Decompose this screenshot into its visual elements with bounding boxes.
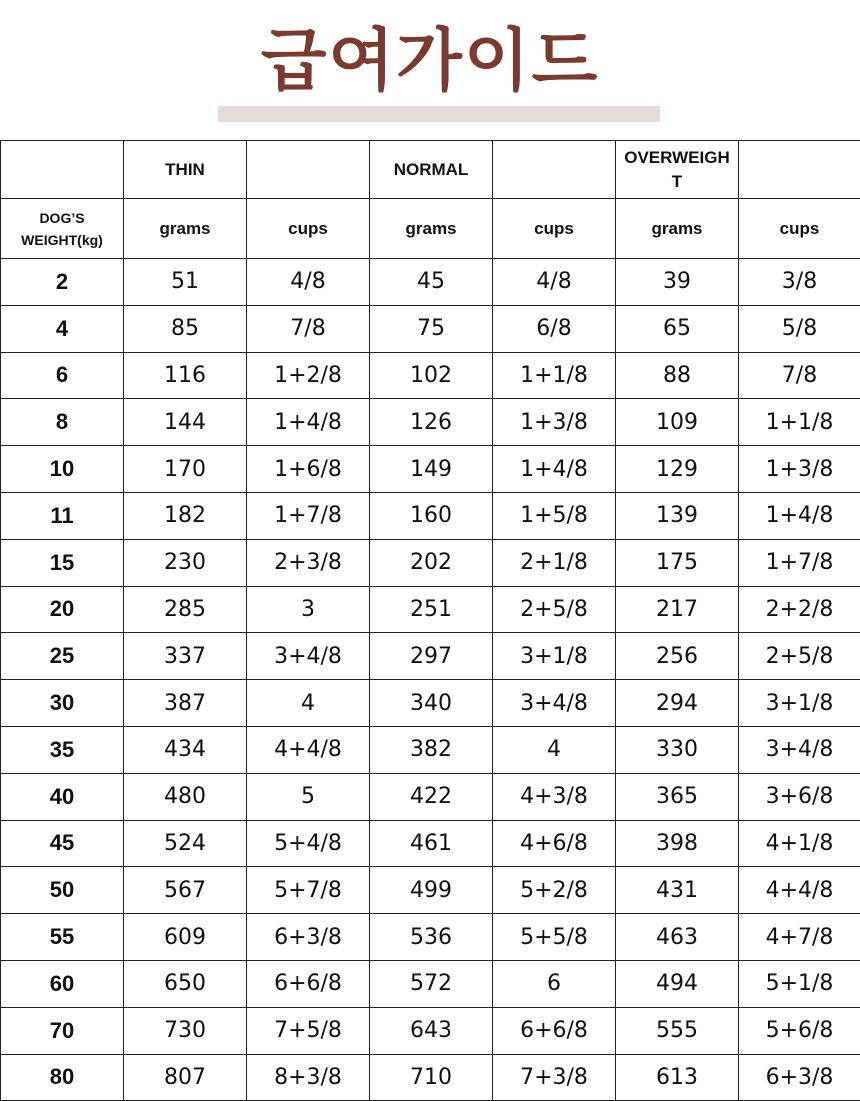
overweight-grams-cell: 65 bbox=[616, 305, 739, 352]
weight-cell: 35 bbox=[1, 726, 124, 773]
feeding-guide-table bbox=[0, 140, 860, 1101]
overweight-cups-cell: 1+3/8 bbox=[739, 446, 860, 493]
header-normal-cups: cups bbox=[493, 199, 616, 259]
table-row bbox=[1, 446, 860, 493]
header-overweight-grams: grams bbox=[616, 199, 739, 259]
thin-grams-cell: 807 bbox=[124, 1054, 247, 1101]
overweight-grams-cell: 88 bbox=[616, 352, 739, 399]
page-title: 급여가이드 bbox=[0, 22, 860, 102]
thin-grams-cell: 285 bbox=[124, 586, 247, 633]
normal-cups-cell: 4+3/8 bbox=[493, 773, 616, 820]
normal-cups-cell: 6 bbox=[493, 960, 616, 1007]
overweight-grams-cell: 463 bbox=[616, 914, 739, 961]
table-row bbox=[1, 867, 860, 914]
overweight-grams-cell: 365 bbox=[616, 773, 739, 820]
normal-grams-cell: 149 bbox=[370, 446, 493, 493]
group-header-row bbox=[1, 141, 860, 199]
weight-cell: 55 bbox=[1, 914, 124, 961]
table-row bbox=[1, 960, 860, 1007]
overweight-cups-cell: 7/8 bbox=[739, 352, 860, 399]
thin-cups-cell: 4+4/8 bbox=[247, 726, 370, 773]
normal-grams-cell: 643 bbox=[370, 1007, 493, 1054]
normal-grams-cell: 536 bbox=[370, 914, 493, 961]
weight-cell: 10 bbox=[1, 446, 124, 493]
table-row bbox=[1, 680, 860, 727]
overweight-cups-cell: 6+3/8 bbox=[739, 1054, 860, 1101]
normal-grams-cell: 126 bbox=[370, 399, 493, 446]
thin-cups-cell: 3+4/8 bbox=[247, 633, 370, 680]
table-row bbox=[1, 259, 860, 306]
overweight-cups-cell: 2+5/8 bbox=[739, 633, 860, 680]
weight-cell: 25 bbox=[1, 633, 124, 680]
thin-grams-cell: 567 bbox=[124, 867, 247, 914]
normal-grams-cell: 461 bbox=[370, 820, 493, 867]
thin-grams-cell: 434 bbox=[124, 726, 247, 773]
thin-cups-cell: 1+4/8 bbox=[247, 399, 370, 446]
overweight-grams-cell: 494 bbox=[616, 960, 739, 1007]
normal-cups-cell: 2+1/8 bbox=[493, 539, 616, 586]
thin-cups-cell: 4/8 bbox=[247, 259, 370, 306]
thin-cups-cell: 2+3/8 bbox=[247, 539, 370, 586]
weight-cell: 11 bbox=[1, 492, 124, 539]
normal-cups-cell: 7+3/8 bbox=[493, 1054, 616, 1101]
normal-cups-cell: 3+4/8 bbox=[493, 680, 616, 727]
weight-cell: 6 bbox=[1, 352, 124, 399]
thin-cups-cell: 7/8 bbox=[247, 305, 370, 352]
overweight-cups-cell: 3+1/8 bbox=[739, 680, 860, 727]
normal-cups-cell: 1+5/8 bbox=[493, 492, 616, 539]
weight-cell: 40 bbox=[1, 773, 124, 820]
overweight-cups-cell: 4+1/8 bbox=[739, 820, 860, 867]
normal-cups-cell: 6+6/8 bbox=[493, 1007, 616, 1054]
table-row bbox=[1, 914, 860, 961]
header-empty-cell bbox=[493, 141, 616, 199]
thin-cups-cell: 3 bbox=[247, 586, 370, 633]
normal-grams-cell: 202 bbox=[370, 539, 493, 586]
overweight-grams-cell: 555 bbox=[616, 1007, 739, 1054]
table-row bbox=[1, 1007, 860, 1054]
header-thin-cups: cups bbox=[247, 199, 370, 259]
table-row bbox=[1, 492, 860, 539]
weight-cell: 4 bbox=[1, 305, 124, 352]
overweight-grams-cell: 175 bbox=[616, 539, 739, 586]
thin-grams-cell: 337 bbox=[124, 633, 247, 680]
table-row bbox=[1, 399, 860, 446]
thin-grams-cell: 730 bbox=[124, 1007, 247, 1054]
unit-header-row bbox=[1, 199, 860, 259]
weight-cell: 2 bbox=[1, 259, 124, 306]
overweight-cups-cell: 5+6/8 bbox=[739, 1007, 860, 1054]
thin-cups-cell: 6+6/8 bbox=[247, 960, 370, 1007]
overweight-cups-cell: 5/8 bbox=[739, 305, 860, 352]
weight-cell: 80 bbox=[1, 1054, 124, 1101]
thin-grams-cell: 387 bbox=[124, 680, 247, 727]
thin-cups-cell: 6+3/8 bbox=[247, 914, 370, 961]
thin-cups-cell: 1+6/8 bbox=[247, 446, 370, 493]
table-row bbox=[1, 726, 860, 773]
table-row bbox=[1, 305, 860, 352]
overweight-grams-cell: 129 bbox=[616, 446, 739, 493]
thin-cups-cell: 1+7/8 bbox=[247, 492, 370, 539]
thin-cups-cell: 5+7/8 bbox=[247, 867, 370, 914]
normal-grams-cell: 499 bbox=[370, 867, 493, 914]
overweight-grams-cell: 398 bbox=[616, 820, 739, 867]
weight-cell: 50 bbox=[1, 867, 124, 914]
thin-cups-cell: 5+4/8 bbox=[247, 820, 370, 867]
normal-grams-cell: 572 bbox=[370, 960, 493, 1007]
normal-grams-cell: 382 bbox=[370, 726, 493, 773]
weight-cell: 20 bbox=[1, 586, 124, 633]
title-underline-bar bbox=[218, 106, 660, 122]
table-row bbox=[1, 820, 860, 867]
normal-cups-cell: 5+5/8 bbox=[493, 914, 616, 961]
overweight-cups-cell: 1+1/8 bbox=[739, 399, 860, 446]
overweight-grams-cell: 431 bbox=[616, 867, 739, 914]
overweight-cups-cell: 4+4/8 bbox=[739, 867, 860, 914]
normal-grams-cell: 102 bbox=[370, 352, 493, 399]
thin-grams-cell: 524 bbox=[124, 820, 247, 867]
table-row bbox=[1, 773, 860, 820]
normal-grams-cell: 251 bbox=[370, 586, 493, 633]
thin-cups-cell: 1+2/8 bbox=[247, 352, 370, 399]
weight-cell: 15 bbox=[1, 539, 124, 586]
weight-cell: 60 bbox=[1, 960, 124, 1007]
weight-cell: 45 bbox=[1, 820, 124, 867]
thin-cups-cell: 8+3/8 bbox=[247, 1054, 370, 1101]
overweight-cups-cell: 2+2/8 bbox=[739, 586, 860, 633]
normal-grams-cell: 422 bbox=[370, 773, 493, 820]
header-group-normal: NORMAL bbox=[370, 141, 493, 199]
normal-cups-cell: 1+1/8 bbox=[493, 352, 616, 399]
normal-grams-cell: 710 bbox=[370, 1054, 493, 1101]
header-dog-weight: DOG’S WEIGHT(kg) bbox=[1, 199, 124, 259]
normal-cups-cell: 5+2/8 bbox=[493, 867, 616, 914]
thin-grams-cell: 51 bbox=[124, 259, 247, 306]
thin-grams-cell: 182 bbox=[124, 492, 247, 539]
normal-grams-cell: 75 bbox=[370, 305, 493, 352]
normal-cups-cell: 4+6/8 bbox=[493, 820, 616, 867]
thin-cups-cell: 5 bbox=[247, 773, 370, 820]
overweight-cups-cell: 1+4/8 bbox=[739, 492, 860, 539]
thin-grams-cell: 85 bbox=[124, 305, 247, 352]
table-row bbox=[1, 586, 860, 633]
weight-cell: 30 bbox=[1, 680, 124, 727]
thin-grams-cell: 116 bbox=[124, 352, 247, 399]
overweight-grams-cell: 330 bbox=[616, 726, 739, 773]
normal-grams-cell: 297 bbox=[370, 633, 493, 680]
thin-grams-cell: 170 bbox=[124, 446, 247, 493]
thin-grams-cell: 230 bbox=[124, 539, 247, 586]
overweight-grams-cell: 109 bbox=[616, 399, 739, 446]
overweight-cups-cell: 5+1/8 bbox=[739, 960, 860, 1007]
thin-cups-cell: 7+5/8 bbox=[247, 1007, 370, 1054]
thin-grams-cell: 650 bbox=[124, 960, 247, 1007]
weight-cell: 70 bbox=[1, 1007, 124, 1054]
table-row bbox=[1, 1054, 860, 1101]
normal-cups-cell: 6/8 bbox=[493, 305, 616, 352]
thin-grams-cell: 480 bbox=[124, 773, 247, 820]
header-corner-cell bbox=[1, 141, 124, 199]
normal-grams-cell: 340 bbox=[370, 680, 493, 727]
normal-cups-cell: 3+1/8 bbox=[493, 633, 616, 680]
normal-cups-cell: 4 bbox=[493, 726, 616, 773]
header-group-thin: THIN bbox=[124, 141, 247, 199]
thin-grams-cell: 144 bbox=[124, 399, 247, 446]
header-normal-grams: grams bbox=[370, 199, 493, 259]
normal-grams-cell: 45 bbox=[370, 259, 493, 306]
header-empty-cell bbox=[739, 141, 860, 199]
overweight-cups-cell: 3/8 bbox=[739, 259, 860, 306]
overweight-cups-cell: 1+7/8 bbox=[739, 539, 860, 586]
normal-cups-cell: 1+4/8 bbox=[493, 446, 616, 493]
overweight-grams-cell: 256 bbox=[616, 633, 739, 680]
overweight-grams-cell: 139 bbox=[616, 492, 739, 539]
overweight-grams-cell: 613 bbox=[616, 1054, 739, 1101]
table-row bbox=[1, 539, 860, 586]
thin-cups-cell: 4 bbox=[247, 680, 370, 727]
header-overweight-cups: cups bbox=[739, 199, 860, 259]
header-group-overweight: OVERWEIGHT bbox=[616, 141, 739, 199]
overweight-cups-cell: 3+4/8 bbox=[739, 726, 860, 773]
normal-cups-cell: 1+3/8 bbox=[493, 399, 616, 446]
normal-cups-cell: 4/8 bbox=[493, 259, 616, 306]
overweight-grams-cell: 39 bbox=[616, 259, 739, 306]
header-empty-cell bbox=[247, 141, 370, 199]
overweight-cups-cell: 4+7/8 bbox=[739, 914, 860, 961]
normal-cups-cell: 2+5/8 bbox=[493, 586, 616, 633]
table-row bbox=[1, 352, 860, 399]
table-row bbox=[1, 633, 860, 680]
overweight-grams-cell: 217 bbox=[616, 586, 739, 633]
normal-grams-cell: 160 bbox=[370, 492, 493, 539]
weight-cell: 8 bbox=[1, 399, 124, 446]
header-thin-grams: grams bbox=[124, 199, 247, 259]
thin-grams-cell: 609 bbox=[124, 914, 247, 961]
overweight-grams-cell: 294 bbox=[616, 680, 739, 727]
overweight-cups-cell: 3+6/8 bbox=[739, 773, 860, 820]
